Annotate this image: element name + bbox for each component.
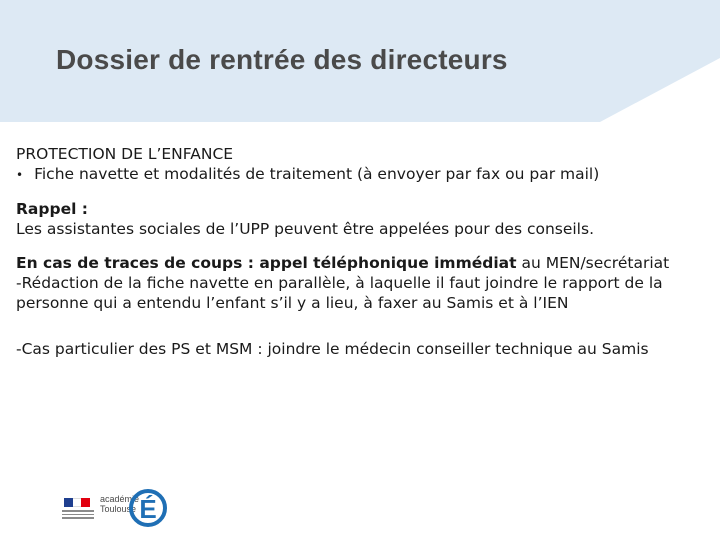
rappel-text: Les assistantes sociales de l’UPP peuvent être appelées pour des conseils. (16, 220, 594, 238)
section-heading-protection: PROTECTION DE L’ENFANCE (16, 145, 234, 163)
academie-emblem-icon (126, 482, 168, 530)
traces-paragraph (16, 253, 706, 273)
academie-logo-text: académie Toulouse (100, 494, 140, 514)
bullet-item (16, 164, 706, 185)
traces-bold: En cas de traces de coups : appel téléphonique immédiat (16, 254, 517, 272)
traces-rest: au MEN/secrétariat (516, 254, 670, 272)
svg-text:É: É (139, 494, 157, 524)
footer-logos (60, 480, 170, 530)
redaction-paragraph: -Rédaction de la fiche navette en parallèle, à laquelle il faut joindre le rapport de la personne qui a entendu l’enfant s’il y a lieu, à faxer au Samis et à l’IEN (16, 274, 663, 312)
slide-title: Dossier de rentrée des directeurs (56, 44, 508, 75)
header-band (0, 0, 720, 122)
bullet-icon: • (16, 168, 24, 182)
cas-particulier-paragraph: -Cas particulier des PS et MSM : joindre le médecin conseiller technique au Samis (16, 340, 649, 358)
bullet-text: Fiche navette et modalités de traitement (à envoyer par fax ou par mail) (34, 165, 600, 183)
slide-body (16, 144, 706, 359)
rappel-heading: Rappel : (16, 200, 89, 218)
republique-logo (60, 498, 96, 522)
